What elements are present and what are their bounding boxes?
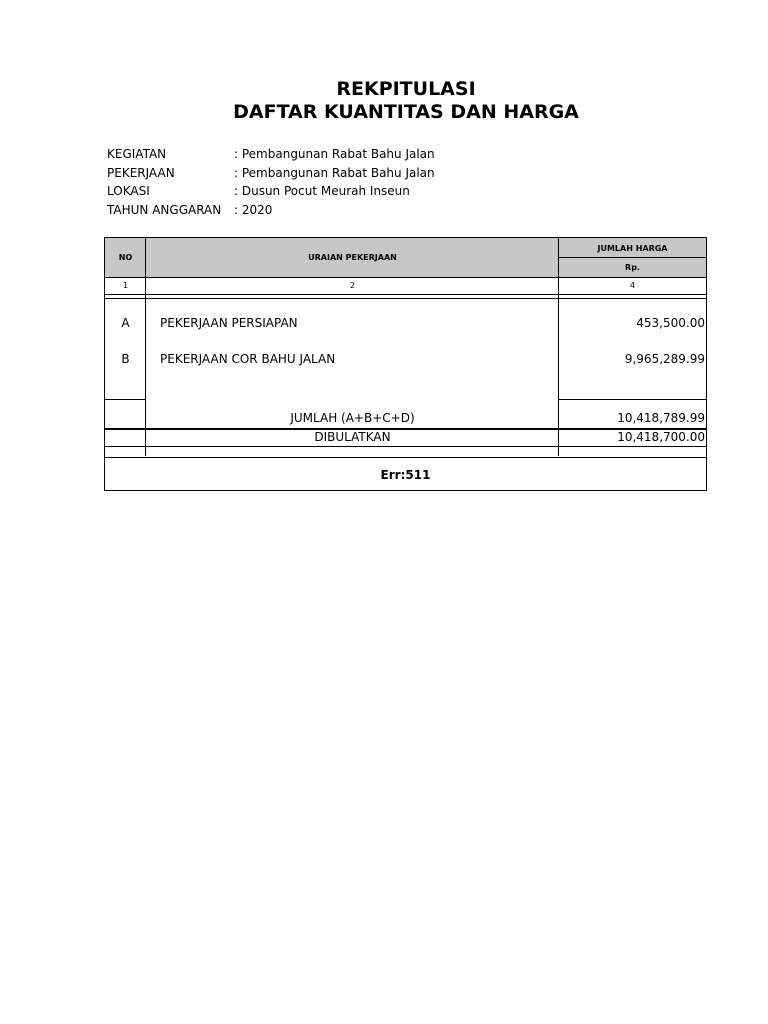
row-divider	[105, 294, 706, 295]
row-harga: 453,500.00	[636, 316, 705, 330]
info-block	[107, 145, 435, 219]
dibulatkan-value: 10,418,700.00	[617, 430, 705, 444]
row-uraian: PEKERJAAN COR BAHU JALAN	[160, 352, 336, 366]
header-currency: Rp.	[559, 258, 706, 277]
info-label: TAHUN ANGGARAN	[107, 202, 222, 217]
column-number: 4	[629, 281, 636, 290]
info-value: : Pembangunan Rabat Bahu Jalan	[234, 165, 435, 180]
jumlah-label: JUMLAH (A+B+C+D)	[290, 411, 415, 425]
row-no: A	[121, 316, 130, 330]
header-jumlah-harga: JUMLAH HARGA	[559, 238, 706, 258]
terbilang-text: Err:511	[380, 468, 431, 482]
info-row-tahun	[107, 201, 435, 220]
jumlah-value: 10,418,789.99	[617, 411, 705, 425]
info-value: : Dusun Pocut Meurah Inseun	[234, 184, 410, 198]
row-divider	[105, 277, 706, 278]
header-no: NO	[105, 238, 146, 277]
row-divider	[105, 457, 706, 458]
row-divider	[558, 257, 706, 258]
rekap-table	[104, 237, 707, 491]
row-uraian: PEKERJAAN PERSIAPAN	[160, 316, 298, 330]
row-harga: 9,965,289.99	[624, 352, 705, 366]
row-no: B	[121, 352, 130, 366]
document-title: REKPITULASI	[336, 78, 476, 100]
row-divider	[105, 399, 146, 400]
row-divider	[105, 298, 706, 299]
header-uraian: URAIAN PEKERJAAN	[146, 238, 559, 277]
row-divider	[558, 399, 706, 400]
dibulatkan-label: DIBULATKAN	[314, 430, 391, 444]
document-subtitle: DAFTAR KUANTITAS DAN HARGA	[233, 101, 579, 123]
info-row-lokasi	[107, 182, 435, 201]
column-number: 2	[349, 281, 356, 290]
row-divider	[105, 446, 706, 447]
column-number: 1	[122, 281, 129, 290]
info-value: : 2020	[234, 202, 273, 217]
info-label: KEGIATAN	[107, 147, 167, 161]
info-label: LOKASI	[107, 184, 150, 198]
info-row-pekerjaan	[107, 164, 435, 183]
info-row-kegiatan	[107, 145, 435, 164]
info-label: PEKERJAAN	[107, 165, 175, 180]
info-value: : Pembangunan Rabat Bahu Jalan	[234, 147, 435, 161]
